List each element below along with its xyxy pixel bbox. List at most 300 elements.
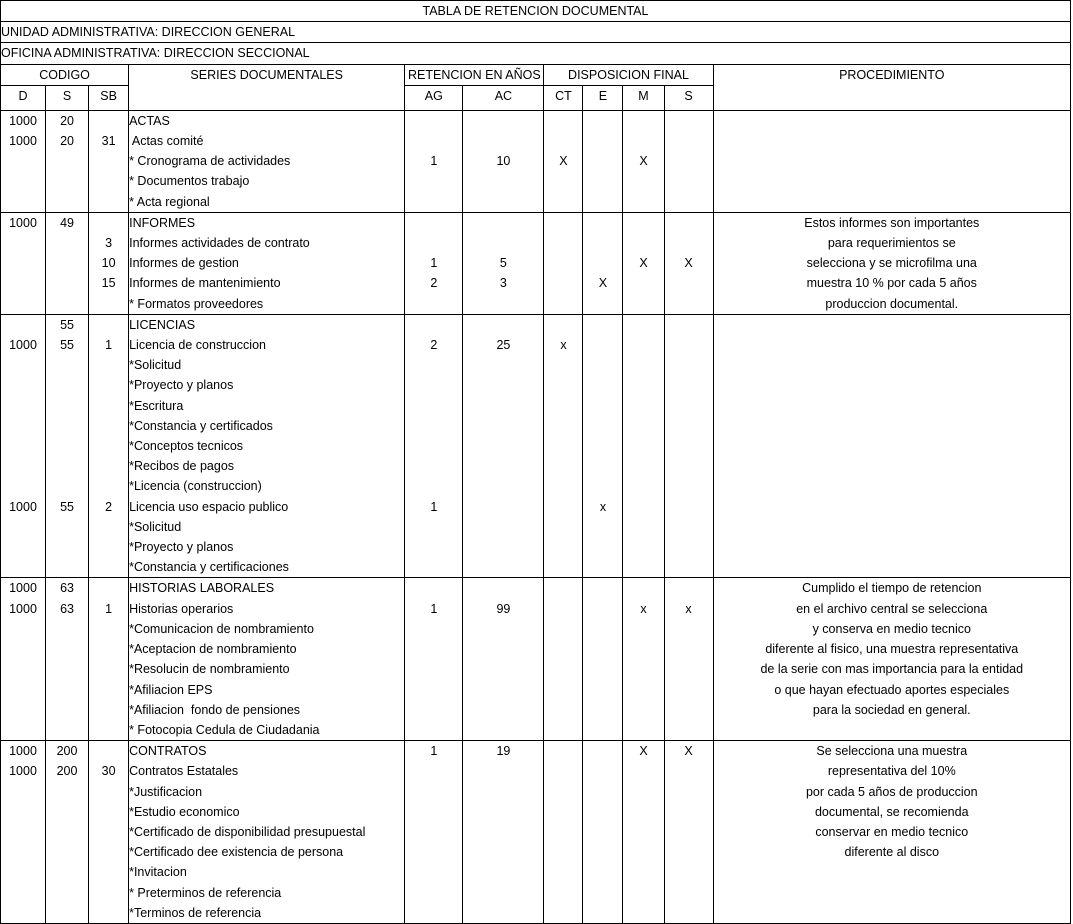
disposicion-s-line: [665, 456, 713, 476]
retencion-ag-line: [405, 436, 462, 456]
disposicion-ct-line: [544, 131, 582, 151]
disposicion-m-line: [623, 700, 663, 720]
disposicion-s-line: [665, 557, 713, 577]
disposicion-s-line: [665, 761, 713, 781]
disposicion-s-line: [665, 578, 713, 598]
disposicion-s-cell: [664, 110, 713, 212]
disposicion-m-line: [623, 679, 663, 699]
retencion-ac-line: [463, 557, 543, 577]
code-sb-line: [89, 882, 128, 902]
code-d-line: [1, 416, 45, 436]
unidad-administrativa-row: [1, 22, 1071, 43]
disposicion-s-line: [665, 111, 713, 131]
retencion-ac-line: [463, 111, 543, 131]
code-s-line: [46, 842, 88, 862]
disposicion-ct-line: [544, 497, 582, 517]
series-documentales-line: *Conceptos tecnicos: [129, 439, 244, 454]
disposicion-e-line: x: [599, 499, 607, 514]
code-s-line: [46, 273, 88, 293]
code-d-line: [1, 476, 45, 496]
retencion-ag-line: [405, 537, 462, 557]
code-s-line: [46, 659, 88, 679]
code-sb-line: [89, 903, 128, 923]
code-d-line: [1, 233, 45, 253]
code-sb-line: 3: [105, 236, 113, 251]
code-s-line: [46, 476, 88, 496]
series-documentales-line: * Cronograma de actividades: [129, 154, 291, 169]
code-s-line: 49: [60, 215, 74, 230]
code-sb-line: [89, 416, 128, 436]
disposicion-e-line: [583, 781, 622, 801]
oficina-administrativa-row: [1, 43, 1071, 64]
table-row: [1, 110, 1071, 212]
retencion-ag-line: [405, 355, 462, 375]
retencion-ac-line: [463, 436, 543, 456]
code-sb-line: [89, 862, 128, 882]
disposicion-s-line: [665, 700, 713, 720]
series-documentales-line: * Fotocopia Cedula de Ciudadania: [129, 722, 320, 737]
table-row: [1, 578, 1071, 741]
disposicion-e-line: [583, 557, 622, 577]
disposicion-s-line: [665, 679, 713, 699]
series-documentales-line: Contratos Estatales: [129, 764, 239, 779]
retencion-ag-line: [405, 862, 462, 882]
code-d-line: [1, 375, 45, 395]
header-sub-ag: AG: [405, 85, 463, 110]
code-d-line: [1, 517, 45, 537]
disposicion-m-line: [623, 659, 663, 679]
disposicion-m-line: [623, 213, 663, 233]
retencion-ag-line: [405, 213, 462, 233]
code-s-line: 63: [60, 601, 74, 616]
code-s-line: [46, 720, 88, 740]
code-d-line: [1, 802, 45, 822]
header-sub-m: M: [623, 85, 664, 110]
disposicion-s-line: [665, 782, 713, 802]
retencion-ag-line: 1: [430, 744, 438, 759]
code-s-line: [46, 192, 88, 212]
retencion-ag-line: [405, 476, 462, 496]
code-sb-line: [89, 192, 128, 212]
disposicion-s-line: [665, 537, 713, 557]
disposicion-ct-line: [544, 192, 582, 212]
disposicion-ct-line: [544, 375, 582, 395]
disposicion-s-line: [665, 171, 713, 191]
disposicion-m-line: [623, 355, 663, 375]
disposicion-ct-line: [544, 213, 582, 233]
code-s-line: 200: [56, 764, 78, 779]
code-d-line: 1000: [9, 215, 37, 230]
disposicion-s-line: [665, 273, 713, 293]
retencion-ac-line: [463, 476, 543, 496]
disposicion-ct-line: [544, 315, 582, 335]
disposicion-s-line: [665, 375, 713, 395]
procedimiento-line: muestra 10 % por cada 5 años: [806, 276, 977, 291]
procedimiento-line: por cada 5 años de produccion: [805, 784, 978, 799]
code-sb-cell: [89, 578, 129, 741]
code-sb-line: [89, 842, 128, 862]
series-documentales-line: * Preterminos de referencia: [129, 885, 282, 900]
disposicion-m-line: [623, 111, 663, 131]
header-sub-sb: SB: [89, 85, 129, 110]
retencion-ac-line: [463, 679, 543, 699]
procedimiento-line: produccion documental.: [825, 296, 959, 311]
retencion-ac-line: [463, 700, 543, 720]
procedimiento-line: documental, se recomienda: [814, 804, 969, 819]
disposicion-e-cell: [583, 741, 623, 924]
disposicion-ct-line: [544, 456, 582, 476]
code-d-cell: [1, 110, 46, 212]
disposicion-ct-line: [544, 720, 582, 740]
disposicion-m-line: [623, 192, 663, 212]
retencion-ag-line: [405, 720, 462, 740]
code-sb-line: [89, 679, 128, 699]
disposicion-s-line: [665, 192, 713, 212]
disposicion-ct-line: [544, 416, 582, 436]
disposicion-m-line: X: [639, 154, 648, 169]
unidad-administrativa-label: UNIDAD ADMINISTRATIVA: DIRECCION GENERAL: [1, 22, 1071, 43]
code-sb-line: 2: [105, 499, 113, 514]
code-s-line: [46, 375, 88, 395]
code-sb-line: [89, 456, 128, 476]
disposicion-s-line: [665, 396, 713, 416]
series-documentales-line: LICENCIAS: [129, 317, 196, 332]
code-d-line: [1, 822, 45, 842]
retencion-ac-line: 25: [496, 338, 511, 353]
disposicion-ct-line: [544, 882, 582, 902]
code-sb-line: [89, 741, 128, 761]
disposicion-ct-line: [544, 700, 582, 720]
disposicion-ct-line: [544, 537, 582, 557]
code-d-cell: [1, 741, 46, 924]
code-d-line: [1, 396, 45, 416]
code-d-line: [1, 619, 45, 639]
series-documentales-line: *Solicitud: [129, 519, 182, 534]
code-d-line: [1, 151, 45, 171]
code-sb-line: [89, 436, 128, 456]
disposicion-e-cell: [583, 212, 623, 314]
disposicion-m-line: [623, 639, 663, 659]
series-documentales-line: *Afiliacion EPS: [129, 682, 213, 697]
procedimiento-cell: [713, 578, 1070, 741]
retencion-ac-cell: [463, 110, 544, 212]
header-codigo: CODIGO: [1, 64, 129, 85]
code-d-line: 1000: [9, 338, 37, 353]
disposicion-s-line: [665, 131, 713, 151]
retencion-ac-line: [463, 720, 543, 740]
retencion-ac-line: [463, 192, 543, 212]
disposicion-ct-line: [544, 578, 582, 598]
retencion-ag-line: [405, 557, 462, 577]
series-documentales-line: Informes de gestion: [129, 256, 239, 271]
retencion-ac-line: [463, 761, 543, 781]
disposicion-e-line: [583, 355, 622, 375]
code-sb-line: [89, 171, 128, 191]
disposicion-s-line: [665, 903, 713, 923]
retencion-ag-line: 1: [430, 256, 438, 271]
code-s-line: [46, 619, 88, 639]
code-d-line: [1, 842, 45, 862]
disposicion-e-line: [583, 639, 622, 659]
retencion-ac-line: [463, 842, 543, 862]
code-d-line: [1, 294, 45, 314]
series-documentales-line: *Estudio economico: [129, 804, 240, 819]
header-sub-d: D: [1, 85, 46, 110]
code-d-line: 1000: [9, 581, 37, 596]
disposicion-m-line: [623, 802, 663, 822]
disposicion-ct-line: [544, 557, 582, 577]
disposicion-e-line: [583, 822, 622, 842]
retencion-ac-line: [463, 578, 543, 598]
header-sub-s: S: [46, 85, 89, 110]
disposicion-e-line: [583, 192, 622, 212]
disposicion-ct-line: [544, 396, 582, 416]
disposicion-e-cell: [583, 314, 623, 578]
code-s-line: [46, 782, 88, 802]
disposicion-e-line: [583, 111, 622, 131]
code-sb-line: [89, 700, 128, 720]
retencion-ag-line: [405, 903, 462, 923]
retencion-ag-cell: [405, 578, 463, 741]
code-d-line: [1, 273, 45, 293]
procedimiento-line: diferente al fisico, una muestra representativa: [765, 642, 1019, 657]
retencion-ac-line: [463, 822, 543, 842]
disposicion-s-cell: [664, 314, 713, 578]
series-documentales-line: Actas comité: [129, 134, 204, 149]
retencion-ag-line: [405, 131, 462, 151]
retencion-ag-line: [405, 456, 462, 476]
disposicion-m-line: [623, 761, 663, 781]
code-d-line: [1, 700, 45, 720]
header-sub-s-disposicion: S: [664, 85, 713, 110]
series-documentales-line: Informes de mantenimiento: [129, 276, 281, 291]
code-d-line: 1000: [9, 113, 37, 128]
header-sub-ac: AC: [463, 85, 544, 110]
disposicion-s-line: [665, 436, 713, 456]
code-sb-line: 15: [101, 276, 116, 291]
retencion-ac-line: [463, 517, 543, 537]
retencion-ac-line: [463, 213, 543, 233]
code-sb-line: [89, 375, 128, 395]
procedimiento-line: de la serie con mas importancia para la entidad: [760, 662, 1024, 677]
code-sb-line: 31: [101, 134, 116, 148]
disposicion-m-line: [623, 273, 663, 293]
table-row: [1, 741, 1071, 924]
retencion-ag-line: [405, 639, 462, 659]
retencion-ag-line: [405, 111, 462, 131]
disposicion-ct-cell: [544, 314, 583, 578]
series-documentales-line: Licencia de construccion: [129, 338, 266, 353]
series-documentales-line: *Invitacion: [129, 865, 187, 880]
code-s-line: [46, 822, 88, 842]
header-sub-e: E: [583, 85, 623, 110]
procedimiento-cell: [713, 212, 1070, 314]
retencion-ac-line: [463, 802, 543, 822]
code-d-line: [1, 639, 45, 659]
code-d-line: 1000: [9, 744, 37, 759]
code-sb-line: [89, 659, 128, 679]
disposicion-e-line: [583, 131, 622, 151]
series-documentales-cell: [129, 110, 405, 212]
retencion-ag-line: [405, 782, 462, 802]
retencion-ag-line: [405, 416, 462, 436]
code-sb-line: [89, 213, 128, 233]
series-documentales-line: *Escritura: [129, 398, 184, 413]
code-d-line: [1, 253, 45, 273]
procedimiento-line: Estos informes son importantes: [804, 215, 980, 230]
code-sb-line: [89, 578, 128, 598]
series-documentales-line: *Afiliacion fondo de pensiones: [129, 702, 301, 717]
page-title: TABLA DE RETENCION DOCUMENTAL: [1, 1, 1071, 22]
series-documentales-line: * Documentos trabajo: [129, 174, 250, 189]
table-row: [1, 212, 1071, 314]
code-sb-line: [89, 476, 128, 496]
code-sb-line: 10: [101, 256, 116, 271]
code-d-line: 1000: [9, 764, 37, 779]
series-documentales-cell: [129, 741, 405, 924]
retencion-ac-cell: [463, 741, 544, 924]
retencion-ac-line: 3: [499, 276, 507, 291]
code-s-line: [46, 355, 88, 375]
retencion-ag-cell: [405, 314, 463, 578]
retencion-ac-line: [463, 416, 543, 436]
procedimiento-line: representativa del 10%: [827, 764, 956, 779]
retencion-ac-line: 5: [499, 256, 507, 271]
disposicion-ct-line: [544, 903, 582, 923]
disposicion-e-line: [583, 315, 622, 335]
code-sb-line: [89, 111, 128, 131]
procedimiento-text: [714, 213, 1070, 314]
disposicion-ct-line: [544, 111, 582, 131]
disposicion-s-line: X: [684, 256, 693, 271]
disposicion-ct-cell: [544, 212, 583, 314]
series-documentales-line: HISTORIAS LABORALES: [129, 581, 275, 596]
disposicion-e-line: [583, 842, 622, 862]
disposicion-ct-line: [544, 599, 582, 619]
retencion-ac-line: [463, 659, 543, 679]
disposicion-m-line: [623, 903, 663, 923]
retencion-ag-line: 1: [430, 601, 438, 616]
series-documentales-line: * Formatos proveedores: [129, 296, 264, 311]
code-s-line: [46, 517, 88, 537]
disposicion-s-line: [665, 842, 713, 862]
series-documentales-line: *Recibos de pagos: [129, 459, 235, 474]
disposicion-m-line: x: [640, 601, 647, 616]
disposicion-e-line: [583, 862, 622, 882]
disposicion-e-line: [583, 659, 622, 679]
retencion-ac-line: [463, 903, 543, 923]
code-s-cell: [46, 741, 89, 924]
disposicion-s-line: [665, 416, 713, 436]
retencion-ag-line: [405, 802, 462, 822]
disposicion-m-line: [623, 557, 663, 577]
disposicion-ct-line: [544, 253, 582, 273]
disposicion-ct-line: [544, 802, 582, 822]
retencion-ag-line: [405, 822, 462, 842]
retencion-ag-line: [405, 578, 462, 598]
series-documentales-cell: [129, 578, 405, 741]
disposicion-s-line: [665, 213, 713, 233]
series-documentales-line: *Solicitud: [129, 358, 182, 373]
retencion-ac-line: 19: [496, 744, 511, 759]
disposicion-s-cell: [664, 212, 713, 314]
code-d-line: [1, 537, 45, 557]
retencion-ac-line: [463, 456, 543, 476]
code-s-line: [46, 882, 88, 902]
disposicion-m-line: [623, 619, 663, 639]
code-d-line: [1, 659, 45, 679]
disposicion-m-line: X: [639, 744, 648, 759]
disposicion-e-line: [583, 151, 622, 171]
procedimiento-line: Cumplido el tiempo de retencion: [802, 581, 982, 596]
code-d-cell: [1, 212, 46, 314]
disposicion-ct-line: [544, 619, 582, 639]
retencion-ac-line: [463, 355, 543, 375]
oficina-administrativa-label: OFICINA ADMINISTRATIVA: DIRECCION SECCIONAL: [1, 43, 1071, 64]
disposicion-m-line: [623, 842, 663, 862]
series-documentales-line: *Aceptacion de nombramiento: [129, 642, 297, 657]
disposicion-e-line: [583, 882, 622, 902]
retencion-ac-cell: [463, 212, 544, 314]
disposicion-e-line: [583, 578, 622, 598]
disposicion-s-line: [665, 497, 713, 517]
procedimiento-text: [714, 578, 1070, 719]
series-documentales-line: *Proyecto y planos: [129, 378, 234, 393]
series-documentales-line: *Justificacion: [129, 784, 203, 799]
disposicion-s-line: [665, 659, 713, 679]
disposicion-e-line: [583, 335, 622, 355]
disposicion-ct-line: [544, 517, 582, 537]
retencion-ag-line: 1: [430, 154, 438, 169]
retencion-ac-line: [463, 782, 543, 802]
code-d-line: 1000: [9, 499, 37, 514]
disposicion-e-line: [583, 619, 622, 639]
disposicion-s-line: [665, 355, 713, 375]
disposicion-m-line: [623, 822, 663, 842]
code-s-line: [46, 903, 88, 923]
header-disposicion-final: DISPOSICION FINAL: [544, 64, 713, 85]
retencion-ac-line: [463, 315, 543, 335]
code-sb-line: [89, 537, 128, 557]
disposicion-m-line: [623, 436, 663, 456]
disposicion-s-line: [665, 802, 713, 822]
retencion-ac-line: [463, 131, 543, 151]
code-d-line: [1, 171, 45, 191]
disposicion-e-line: [583, 476, 622, 496]
disposicion-m-line: [623, 578, 663, 598]
series-documentales-line: ACTAS: [129, 113, 170, 128]
procedimiento-text: [714, 741, 1070, 862]
disposicion-m-line: [623, 294, 663, 314]
procedimiento-cell: [713, 314, 1070, 578]
disposicion-s-line: [665, 822, 713, 842]
disposicion-e-line: [583, 720, 622, 740]
retencion-ag-line: [405, 294, 462, 314]
disposicion-s-line: [665, 517, 713, 537]
code-s-line: [46, 436, 88, 456]
series-documentales-line: INFORMES: [129, 215, 196, 230]
disposicion-m-cell: [623, 314, 664, 578]
disposicion-m-line: [623, 456, 663, 476]
code-d-line: [1, 456, 45, 476]
code-s-line: [46, 679, 88, 699]
disposicion-m-line: [623, 517, 663, 537]
retencion-ag-line: 1: [430, 499, 438, 514]
disposicion-e-line: [583, 517, 622, 537]
series-documentales-line: *Comunicacion de nombramiento: [129, 621, 314, 636]
disposicion-e-line: [583, 456, 622, 476]
procedimiento-line: para la sociedad en general.: [812, 702, 971, 717]
